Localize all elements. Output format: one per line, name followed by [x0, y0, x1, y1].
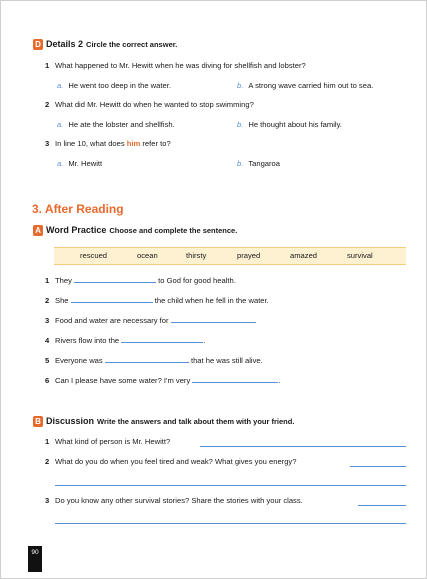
word-bank-item: survival	[347, 251, 373, 260]
details-instruction: Circle the correct answer.	[86, 40, 178, 49]
sentence-post: that he was still alive.	[190, 356, 263, 365]
option-text: He ate the lobster and shellfish.	[68, 120, 175, 129]
discussion-question-2	[45, 457, 296, 466]
discussion-question-1	[45, 437, 170, 446]
question-text: What do you do when you feel tired and weak? What gives you energy?	[55, 457, 297, 466]
question-text: What happened to Mr. Hewitt when he was diving for shellfish and lobster?	[55, 61, 306, 70]
answer-blank[interactable]	[74, 275, 156, 283]
word-bank-item: ocean	[137, 251, 158, 260]
details-question-3	[45, 139, 171, 148]
sentence-pre: She	[55, 296, 69, 305]
sentence-number: 2	[45, 296, 50, 305]
question-number: 2	[45, 100, 50, 109]
details-q3-option-a[interactable]	[57, 159, 102, 168]
question-text-pre: In line 10, what does	[55, 139, 127, 148]
question-text: Do you know any other survival stories? Share the stories with your class.	[55, 496, 303, 505]
answer-line[interactable]	[200, 446, 406, 447]
word-practice-sentence-1	[45, 275, 236, 285]
question-number: 1	[45, 61, 50, 70]
answer-blank[interactable]	[192, 375, 281, 385]
word-practice-sentence-2	[45, 295, 269, 305]
sentence-pre: Rivers flow into the	[55, 336, 120, 345]
question-number: 1	[45, 437, 50, 446]
answer-line[interactable]	[55, 523, 406, 524]
answer-blank[interactable]	[171, 315, 255, 323]
details-question-1	[45, 61, 306, 70]
details-title: Details 2	[46, 39, 84, 49]
page-number: 90	[28, 546, 42, 572]
discussion-heading	[46, 416, 294, 426]
details-q3-option-b[interactable]	[237, 159, 280, 168]
answer-line[interactable]	[358, 505, 406, 506]
sentence-post: to God for good health.	[158, 276, 236, 285]
section-badge-b: B	[33, 416, 43, 427]
section-badge-d: D	[33, 39, 43, 50]
sentence-post: .	[203, 336, 206, 345]
word-practice-heading	[46, 225, 237, 235]
question-number: 3	[45, 139, 50, 148]
question-text: What kind of person is Mr. Hewitt?	[55, 437, 171, 446]
word-practice-sentence-3	[45, 315, 257, 325]
details-q2-option-a[interactable]	[57, 120, 175, 129]
option-letter: b.	[237, 159, 244, 168]
option-letter: a.	[57, 81, 64, 90]
sentence-post: .	[278, 376, 281, 385]
option-text: A strong wave carried him out to sea.	[248, 81, 374, 90]
discussion-question-3	[45, 496, 303, 505]
word-practice-title: Word Practice	[46, 225, 107, 235]
discussion-instruction: Write the answers and talk about them with your friend.	[97, 417, 295, 426]
sentence-pre: Food and water are necessary for	[55, 316, 169, 325]
highlighted-word: him	[126, 139, 141, 148]
sentence-number: 1	[45, 276, 50, 285]
word-practice-instruction: Choose and complete the sentence.	[109, 226, 238, 235]
details-heading	[46, 39, 177, 49]
question-number: 3	[45, 496, 50, 505]
answer-blank[interactable]	[121, 335, 206, 345]
after-reading-heading: 3. After Reading	[32, 202, 124, 216]
option-text: Mr. Hewitt	[68, 159, 103, 168]
word-bank-item: rescued	[80, 251, 108, 260]
word-bank-item: prayed	[237, 251, 261, 260]
details-q1-option-b[interactable]	[237, 81, 373, 90]
sentence-post: .	[254, 316, 257, 325]
details-question-2	[45, 100, 254, 109]
word-practice-sentence-4	[45, 335, 205, 345]
question-text-post: refer to?	[140, 139, 171, 148]
option-letter: b.	[237, 120, 244, 129]
word-practice-sentence-5	[45, 355, 263, 365]
option-text: Tangaroa	[248, 159, 281, 168]
option-letter: b.	[237, 81, 244, 90]
sentence-number: 4	[45, 336, 50, 345]
details-q2-option-b[interactable]	[237, 120, 342, 129]
answer-line[interactable]	[55, 485, 406, 486]
discussion-title: Discussion	[46, 416, 95, 426]
word-bank	[54, 247, 406, 265]
question-text: What did Mr. Hewitt do when he wanted to stop swimming?	[55, 100, 254, 109]
sentence-pre: Can I please have some water? I'm very	[55, 376, 191, 385]
sentence-number: 3	[45, 316, 50, 325]
details-q1-option-a[interactable]	[57, 81, 171, 90]
sentence-number: 6	[45, 376, 50, 385]
question-number: 2	[45, 457, 50, 466]
word-practice-sentence-6	[45, 375, 281, 385]
sentence-post: the child when he fell in the water.	[154, 296, 269, 305]
section-badge-a: A	[33, 225, 43, 236]
option-text: He went too deep in the water.	[68, 81, 171, 90]
word-bank-item: amazed	[290, 251, 318, 260]
option-letter: a.	[57, 120, 64, 129]
option-letter: a.	[57, 159, 64, 168]
answer-blank[interactable]	[71, 295, 153, 303]
sentence-number: 5	[45, 356, 50, 365]
word-bank-item: thirsty	[186, 251, 207, 260]
answer-line[interactable]	[350, 466, 406, 467]
sentence-pre: They	[55, 276, 72, 285]
sentence-pre: Everyone was	[55, 356, 103, 365]
option-text: He thought about his family.	[248, 120, 342, 129]
answer-blank[interactable]	[105, 355, 189, 363]
